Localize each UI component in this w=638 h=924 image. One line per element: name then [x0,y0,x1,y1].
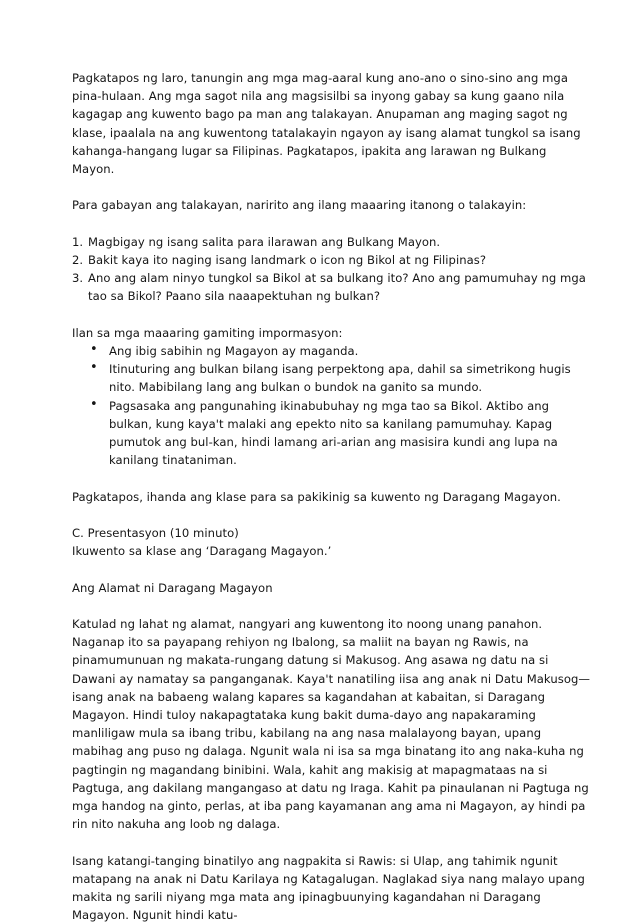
question-text: Magbigay ng isang salita para ilarawan ang Bulkang Mayon. [88,234,441,249]
bullet-icon: • [90,342,98,357]
spacer [72,215,592,233]
question-item [72,251,592,269]
question-number: 3. [72,271,84,286]
prepare-paragraph: Pagkatapos, ihanda ang klase para sa pakikinig sa kuwento ng Daragang Magayon. [72,489,561,504]
question-list [72,233,592,306]
spacer [72,469,592,487]
document-page [72,69,592,924]
section-heading: C. Presentasyon (10 minuto) [72,526,239,540]
info-item [72,360,592,396]
spacer [72,833,592,851]
info-text: Pagsasaka ang pangunahing ikinabubuhay ng mga tao sa Bikol. Aktibo ang bulkan, kung kaya't malaki ang epekto nito sa kanilang pamumuhay. Kapag pumutok ang bul-kan, hindi lamang ari-arian ang masisira kundi ang lupa na kanilang tinataniman. [109,398,558,468]
spacer [72,306,592,324]
spacer [72,506,592,524]
question-text: Bakit kaya ito naging isang landmark o icon ng Bikol at ng Filipinas? [88,253,487,267]
question-item [72,269,592,305]
question-text: Ano ang alam ninyo tungkol sa Bikol at sa bulkang ito? Ano ang pamumuhay ng mga tao sa Bikol? Paano sila naaapektuhan ng bulkan? [88,271,586,304]
guide-intro: Para gabayan ang talakayan, naririto ang ilang maaaring itanong o talakayin: [72,198,527,213]
story-paragraph-2: Isang katangi-tanging binatilyo ang nagpakita si Rawis: si Ulap, ang tahimik ngunit matapang na anak ni Datu Karilaya ng Katagalugan. Naglakad siya nang malayo upang makita ng sarili niyang mga mata ang ipinagbuunying kagandahan ni Daragang Magayon. Ngunit hindi katu- [72,853,585,923]
section-instruction: Ikuwento sa klase ang ‘Daragang Magayon.’ [72,544,332,559]
intro-paragraph: Pagkatapos ng laro, tanungin ang mga mag-aaral kung ano-ano o sino-sino ang mga pina-hulaan. Ang mga sagot nila ang magsisilbi sa inyong gabay sa kung gaano nila kagagap ang kuwento bago pa man ang talakayan. Anupaman ang maging sagot ng klase, ipaalala na ang kuwentong tatalakayin ngayon ay isang alamat tungkol sa isang kahanga-hangang lugar sa Filipinas. Pagkatapos, ipakita ang larawan ng Bulkang Mayon. [72,71,581,177]
spacer [72,178,592,196]
info-item [72,342,592,360]
info-list [72,342,592,469]
info-text: Ang ibig sabihin ng Magayon ay maganda. [109,344,359,358]
bullet-icon: • [90,396,98,412]
spacer [72,560,592,578]
spacer [72,597,592,615]
question-number: 1. [72,234,84,249]
bullet-icon: • [90,360,98,376]
story-paragraph-1: Katulad ng lahat ng alamat, nangyari ang kuwentong ito noong unang panahon. Naganap ito sa payapang rehiyon ng Ibalong, sa maliit na bayan ng Rawis, na pinamumunuan ng makata-rungang datung si Makusog. Ang asawa ng datu na si Dawani ay namatay sa panganganak. Kaya't nanatiling iisa ang anak ni Datu Makusog—isang anak na babaeng walang kapares sa kagandahan at kabaitan, si Daragang Magayon. Hindi tuloy nakapagtataka kung bakit duma-dayo ang napakaraming manliligaw mula sa ibang tribu, kabilang na ang nasa malalayong bayan, upang mabihag ang puso ng dalaga. Ngunit wala ni isa sa mga binatang ito ang naka-kuha ng pagtingin ng magandang binibini. Wala, kahit ang makisig at mapagmataas na si Pagtuga, ang dakilang mangangaso at datu ng Iraga. Kahit pa pinaulanan ni Pagtuga ng mga handog na ginto, perlas, at iba pang kayamanan ang ama ni Magayon, ay hindi pa rin nito nakuha ang loob ng dalaga. [72,616,591,832]
question-item [72,233,592,251]
story-title: Ang Alamat ni Daragang Magayon [72,580,273,595]
question-number: 2. [72,253,84,267]
info-item [72,397,592,470]
info-text: Itinuturing ang bulkan bilang isang perpektong apa, dahil sa simetrikong hugis nito. Mabibilang lang ang bulkan o bundok na ganito sa mundo. [109,362,571,395]
info-intro: Ilan sa mga maaaring gamiting impormasyon: [72,325,343,340]
